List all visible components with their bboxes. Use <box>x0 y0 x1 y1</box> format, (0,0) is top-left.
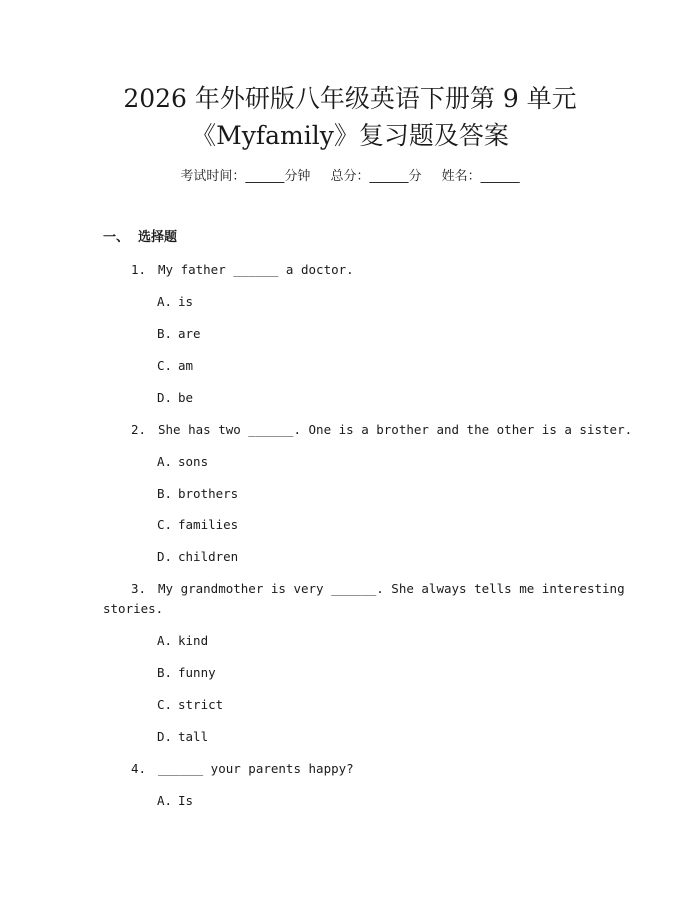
question-4-option-a <box>157 792 193 810</box>
section-heading <box>103 229 177 247</box>
question-number: 4. <box>131 761 147 776</box>
option-letter: C. <box>157 517 173 532</box>
question-3-option-d <box>157 728 208 746</box>
question-number: 1. <box>131 262 147 277</box>
question-2-option-c <box>157 516 238 534</box>
question-3-option-b <box>157 664 216 682</box>
question-2 <box>131 421 632 439</box>
option-text: children <box>178 549 239 564</box>
question-number: 2. <box>131 422 147 437</box>
section-number: 一、 <box>103 230 130 245</box>
question-1-option-c <box>157 357 193 375</box>
question-2-option-d <box>157 548 238 566</box>
option-text: families <box>178 517 239 532</box>
option-letter: B. <box>157 665 173 680</box>
option-text: sons <box>178 454 209 469</box>
option-letter: A. <box>157 294 173 309</box>
question-1-option-b <box>157 325 201 343</box>
question-3-option-a <box>157 632 208 650</box>
option-letter: D. <box>157 390 173 405</box>
question-number: 3. <box>131 581 147 596</box>
option-letter: A. <box>157 793 173 808</box>
option-letter: A. <box>157 454 173 469</box>
option-text: tall <box>178 729 209 744</box>
question-3 <box>131 580 625 598</box>
option-text: is <box>178 294 194 309</box>
option-text: am <box>178 358 194 373</box>
question-2-option-b <box>157 485 238 503</box>
question-text: She has two ______. One is a brother and the other is a sister. <box>158 422 633 437</box>
option-text: funny <box>178 665 216 680</box>
document-title-line-2: 《Myfamily》复习题及答案 <box>191 121 509 150</box>
exam-info-line <box>0 168 700 186</box>
question-text: My grandmother is very ______. She always tells me interesting <box>158 581 625 596</box>
question-3-option-c <box>157 696 223 714</box>
option-text: kind <box>178 633 209 648</box>
option-letter: C. <box>157 697 173 712</box>
option-letter: D. <box>157 729 173 744</box>
section-title: 选择题 <box>138 230 178 245</box>
option-letter: B. <box>157 326 173 341</box>
question-text: ______ your parents happy? <box>158 761 354 776</box>
question-2-option-a <box>157 453 208 471</box>
option-letter: A. <box>157 633 173 648</box>
total-score-field: 总分：______分 <box>330 169 422 184</box>
option-text: strict <box>178 697 224 712</box>
option-text: be <box>178 390 194 405</box>
option-text: Is <box>178 793 194 808</box>
student-name-field: 姓名：______ <box>441 169 520 184</box>
exam-time-field: 考试时间：______分钟 <box>180 169 311 184</box>
option-letter: C. <box>157 358 173 373</box>
option-text: brothers <box>178 486 239 501</box>
question-1-option-d <box>157 389 193 407</box>
question-4 <box>131 760 354 778</box>
question-1-option-a <box>157 293 193 311</box>
question-1 <box>131 261 354 279</box>
question-text: My father ______ a doctor. <box>158 262 354 277</box>
document-title-line-1: 2026 年外研版八年级英语下册第 9 单元 <box>123 84 577 113</box>
option-letter: B. <box>157 486 173 501</box>
question-3-continuation: stories. <box>103 601 164 616</box>
option-letter: D. <box>157 549 173 564</box>
option-text: are <box>178 326 201 341</box>
